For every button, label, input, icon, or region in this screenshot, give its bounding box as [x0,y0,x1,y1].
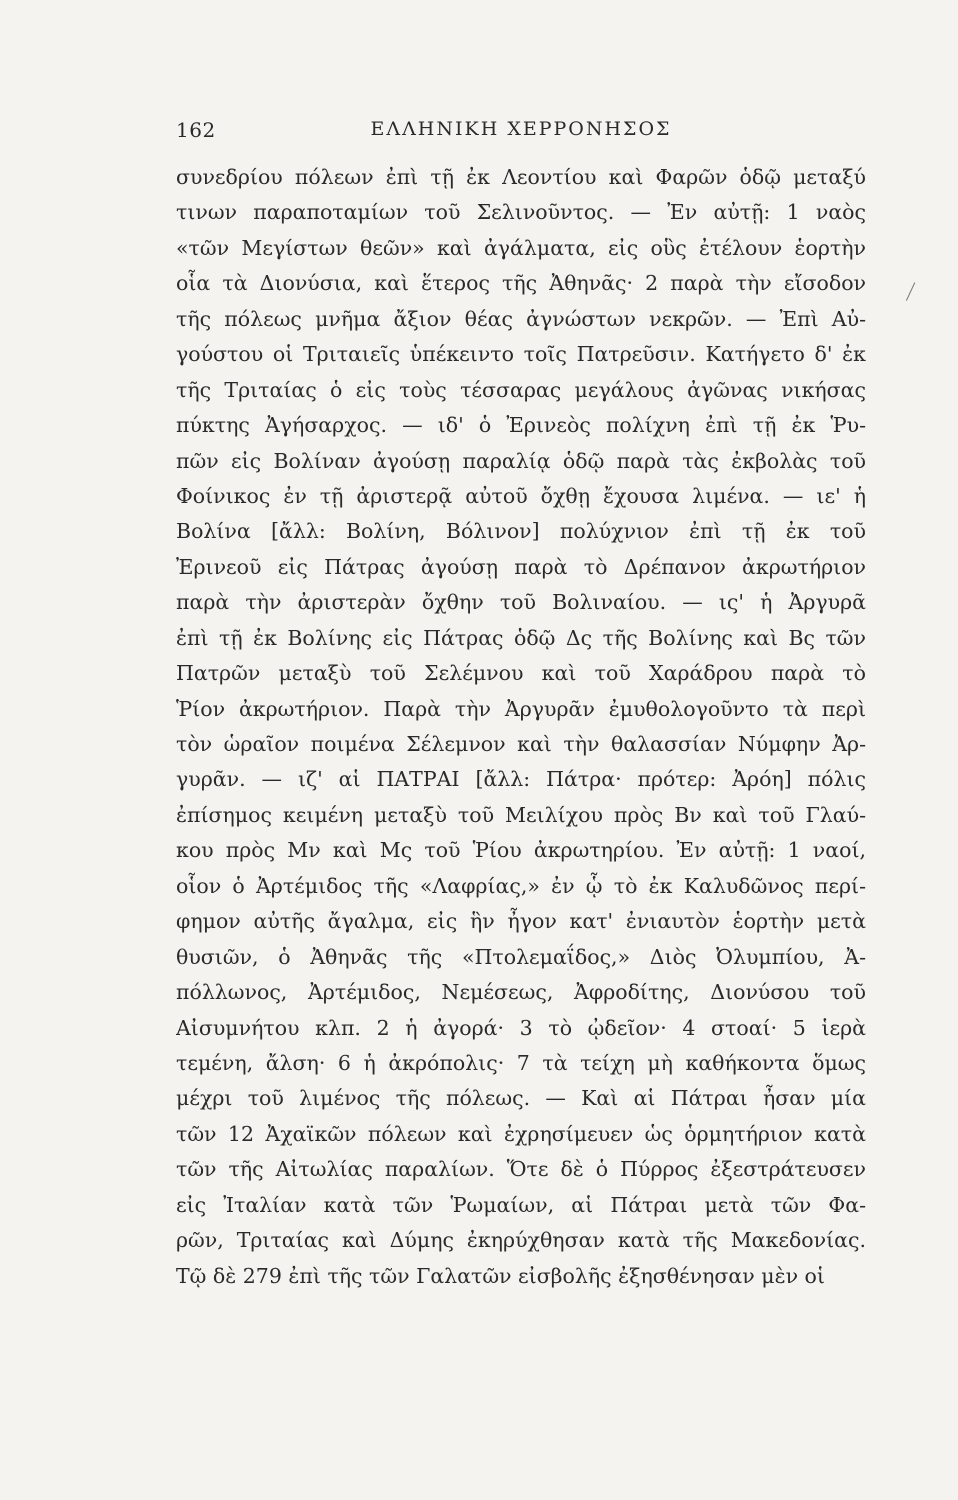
text-line: εἰς Ἰταλίαν κατὰ τῶν Ῥωμαίων, αἱ Πάτραι μετὰ τῶν Φα- [176,1192,866,1217]
text-line: τῶν 12 Ἀχαϊκῶν πόλεων καὶ ἐχρησίμευεν ὡς ὁρμητήριον κατὰ [176,1121,866,1146]
text-line: Ἐρινεοῦ εἰς Πάτρας ἀγούσῃ παρὰ τὸ Δρέπανον ἀκρωτήριον [176,554,866,579]
text-line: τὸν ὡραῖον ποιμένα Σέλεμνον καὶ τὴν θαλασσίαν Νύμφην Ἀρ- [176,732,866,756]
text-line: κου πρὸς Μν καὶ Μς τοῦ Ῥίου ἀκρωτηρίου. Ἐν αὐτῇ: 1 ναοί, [176,838,866,863]
text-line: γυρᾶν. — ιζ' αἱ ΠΑΤΡΑΙ [ἄλλ: Πάτρα· πρότερ: Ἀρόη] πόλις [176,767,866,792]
text-line: γούστου οἱ Τριταιεῖς ὑπέκειντο τοῖς Πατρεῦσιν. Κατήγετο δ' ἐκ [176,342,866,367]
page-number: 162 [176,118,216,142]
text-line: Πατρῶν μεταξὺ τοῦ Σελέμνου καὶ τοῦ Χαράδρου παρὰ τὸ [176,661,866,686]
text-line: Ῥίον ἀκρωτήριον. Παρὰ τὴν Ἀργυρᾶν ἐμυθολογοῦντο τὰ περὶ [176,696,866,721]
text-line: οἷα τὰ Διονύσια, καὶ ἕτερος τῆς Ἀθηνᾶς· 2 παρὰ τὴν εἴσοδον [176,271,866,296]
body-text [176,160,866,1294]
margin-pencil-mark [906,282,917,301]
text-line: τεμένη, ἄλση· 6 ἡ ἀκρόπολις· 7 τὰ τείχη μὴ καθήκοντα ὅμως [176,1050,866,1075]
text-line: πῶν εἰς Βολίναν ἀγούσῃ παραλίᾳ ὁδῷ παρὰ τὰς ἐκβολὰς τοῦ [176,448,866,473]
text-line: θυσιῶν, ὁ Ἀθηνᾶς τῆς «Πτολεμαΐδος,» Διὸς Ὀλυμπίου, Ἀ- [176,944,866,969]
text-line: Βολίνα [ἄλλ: Βολίνη, Βόλινον] πολύχνιον ἐπὶ τῇ ἐκ τοῦ [176,519,866,544]
text-line: ρῶν, Τριταίας καὶ Δύμης ἐκηρύχθησαν κατὰ τῆς Μακεδονίας. [176,1228,866,1253]
text-line: τῆς πόλεως μνῆμα ἄξιον θέας ἀγνώστων νεκρῶν. — Ἐπὶ Αὐ- [176,306,866,331]
text-line: «τῶν Μεγίστων θεῶν» καὶ ἀγάλματα, εἰς οὓς ἐτέλουν ἑορτὴν [176,235,866,260]
text-line: τῆς Τριταίας ὁ εἰς τοὺς τέσσαρας μεγάλους ἀγῶνας νικήσας [176,377,866,402]
text-line: οἷον ὁ Ἀρτέμιδος τῆς «Λαφρίας,» ἐν ᾧ τὸ ἐκ Καλυδῶνος περί- [176,873,866,898]
text-line: Τῷ δὲ 279 ἐπὶ τῆς τῶν Γαλατῶν εἰσβολῆς ἐξησθένησαν μὲν οἱ [176,1263,825,1288]
text-line: ἐπίσημος κειμένη μεταξὺ τοῦ Μειλίχου πρὸς Βν καὶ τοῦ Γλαύ- [176,802,866,827]
text-line: Αἰσυμνήτου κλπ. 2 ἡ ἀγορά· 3 τὸ ᾠδεῖον· 4 στοαί· 5 ἱερὰ [176,1015,866,1040]
running-head [176,118,866,158]
text-line: πύκτης Ἀγήσαρχος. — ιδ' ὁ Ἐρινεὸς πολίχνη ἐπὶ τῇ ἐκ Ῥυ- [176,413,866,438]
running-title: ΕΛΛΗΝΙΚΗ ΧΕΡΡΟΝΗΣΟΣ [370,118,672,140]
text-line: τινων παραποταμίων τοῦ Σελινοῦντος. — Ἐν αὐτῇ: 1 ναὸς [176,200,866,225]
text-line: πόλλωνος, Ἀρτέμιδος, Νεμέσεως, Ἀφροδίτης, Διονύσου τοῦ [176,980,866,1005]
text-line: τῶν τῆς Αἰτωλίας παραλίων. Ὅτε δὲ ὁ Πύρρος ἐξεστράτευσεν [176,1157,866,1182]
text-line: ἐπὶ τῇ ἐκ Βολίνης εἰς Πάτρας ὁδῷ Δς τῆς Βολίνης καὶ Βς τῶν [176,625,866,650]
text-line: συνεδρίου πόλεων ἐπὶ τῇ ἐκ Λεοντίου καὶ Φαρῶν ὁδῷ μεταξύ [176,165,866,189]
text-line: Φοίνικος ἐν τῇ ἀριστερᾷ αὐτοῦ ὄχθῃ ἔχουσα λιμένα. — ιε' ἡ [176,483,866,508]
text-line: παρὰ τὴν ἀριστερὰν ὄχθην τοῦ Βολιναίου. — ις' ἡ Ἀργυρᾶ [176,590,866,615]
text-line: μέχρι τοῦ λιμένος τῆς πόλεως. — Καὶ αἱ Πάτραι ἦσαν μία [176,1086,866,1111]
text-line: φημον αὐτῆς ἄγαλμα, εἰς ἣν ἦγον κατ' ἐνιαυτὸν ἑορτὴν μετὰ [176,909,866,934]
